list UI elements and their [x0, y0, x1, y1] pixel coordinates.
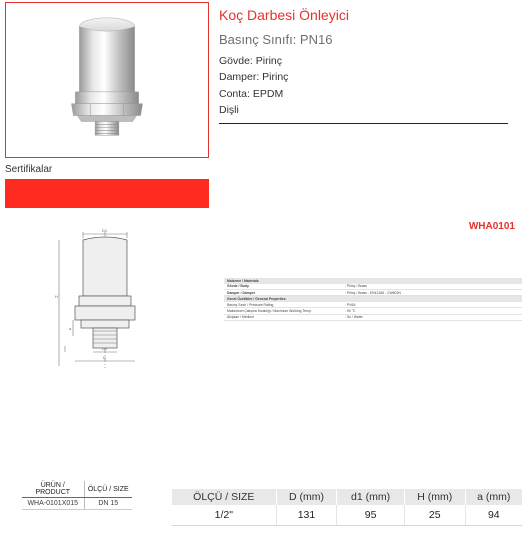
properties-row: Maksimum Çalışma Sıcaklığı / Maximum Working Temp. : 90 °C: [224, 308, 522, 314]
product-column-header: ÜRÜN / PRODUCT: [22, 481, 84, 498]
dim-cell-h: 25: [404, 505, 465, 525]
drawing-label-d1: D1: [102, 228, 108, 233]
dim-cell-a: 94: [465, 505, 522, 525]
pressure-class: Basınç Sınıfı: PN16: [219, 32, 333, 47]
materials-header: Malzeme / Materials: [224, 278, 522, 284]
product-photo: [6, 3, 208, 157]
dim-header-size: ÖLÇÜ / SIZE: [172, 489, 276, 505]
materials-row: Gövde / Body : Pirinç / Brass: [224, 284, 522, 290]
product-title: Koç Darbesi Önleyici: [219, 7, 349, 23]
drawing-label-h: H: [55, 294, 58, 299]
dim-cell-d1: 95: [337, 505, 405, 525]
dim-header-d1: d1 (mm): [337, 489, 405, 505]
dim-header-a: a (mm): [465, 489, 522, 505]
spec-seal: Conta: EPDM: [219, 88, 284, 100]
product-size-table: [22, 481, 132, 510]
properties-header: Genel Özellikler / General Properties: [224, 296, 522, 302]
materials-table: [224, 278, 522, 321]
drawing-label-d: D: [103, 355, 106, 360]
properties-row: Akışkan / Medium : Su / Water: [224, 315, 522, 321]
spec-damper: Damper: Pirinç: [219, 71, 289, 83]
product-code: WHA0101: [468, 221, 515, 232]
size-column-header: ÖLÇÜ / SIZE: [84, 481, 132, 498]
certificates-bar[interactable]: [5, 179, 209, 208]
dim-cell-d: 131: [276, 505, 337, 525]
product-image-frame[interactable]: [5, 2, 209, 158]
properties-row: Basınç Sınıfı / Pressure Rating : PN16: [224, 302, 522, 308]
spec-body: Gövde: Pirinç: [219, 55, 283, 67]
product-code-cell: WHA-0101X015: [22, 498, 84, 510]
table-row[interactable]: [172, 505, 522, 525]
dim-header-h: H (mm): [404, 489, 465, 505]
drawing-label-a: a: [69, 326, 72, 331]
drawing-label-dn: Dn: [102, 346, 108, 351]
spec-divider: [219, 123, 508, 124]
table-row[interactable]: [22, 498, 132, 510]
materials-row: Damper / Damper : Pirinç / Brass - EN12165 - CW602N: [224, 290, 522, 296]
product-size-cell: DN 15: [84, 498, 132, 510]
dim-cell-size: 1/2": [172, 505, 276, 525]
certificates-label: Sertifikalar: [5, 164, 53, 175]
spec-thread: Dişli: [219, 104, 239, 116]
dimensions-table: [172, 489, 522, 526]
technical-drawing: [45, 228, 155, 370]
dim-header-d: D (mm): [276, 489, 337, 505]
